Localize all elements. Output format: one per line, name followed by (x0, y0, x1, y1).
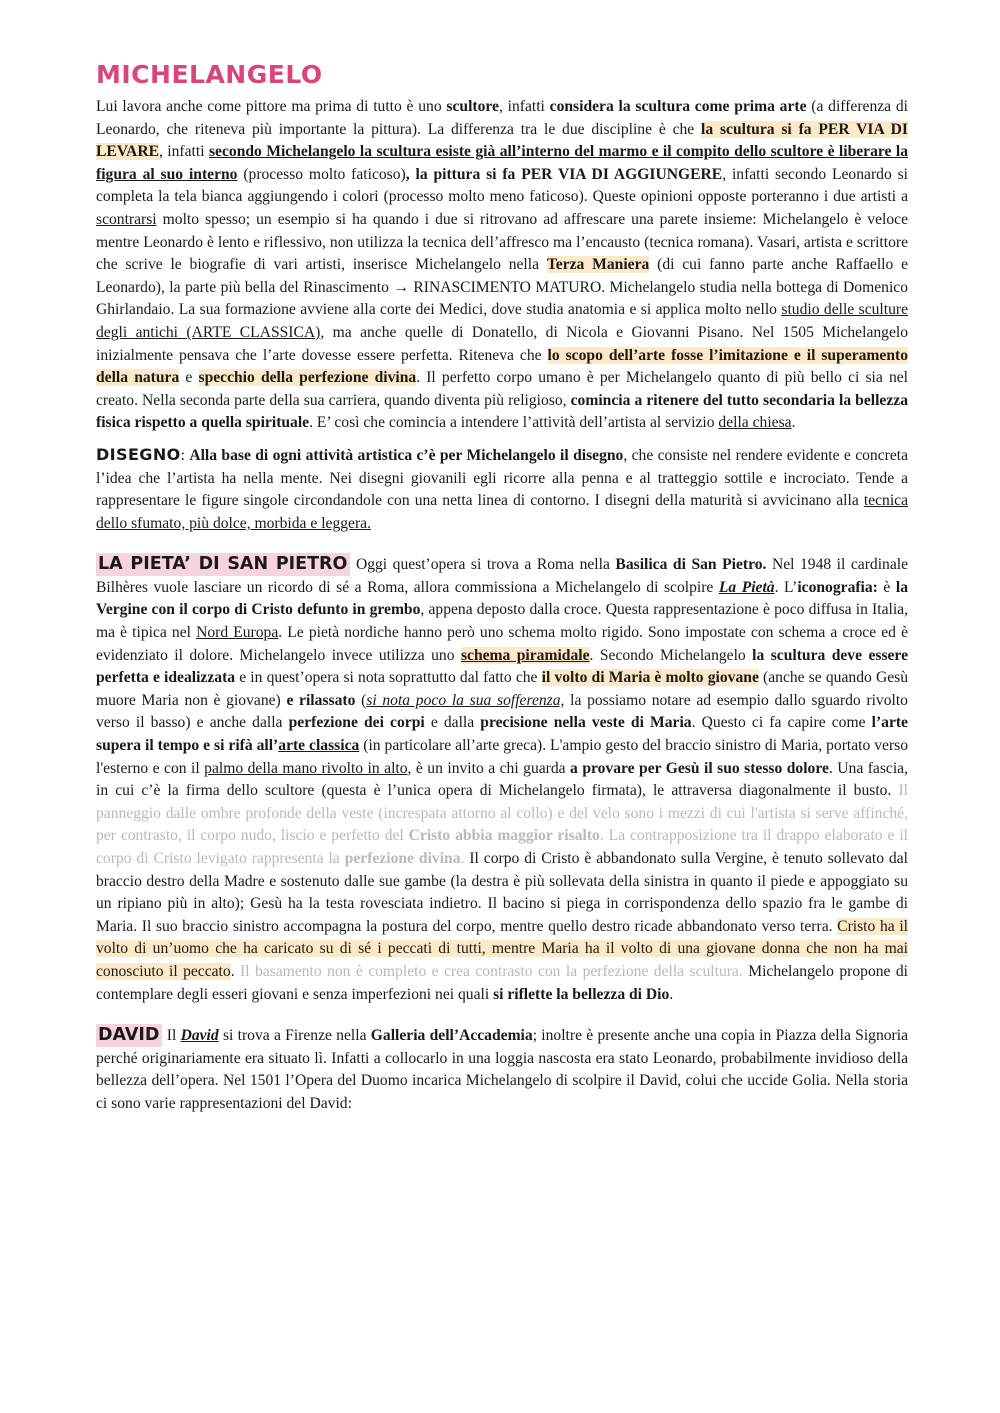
text-run: molto spesso; un esempio si ha quando i due si ritrovano ad affrescare una parete insieme: Michelangelo è veloce mentre Leonardo è lento e riflessivo, non utilizza la tecnica dell’affresco ma l’encausto (tecnica romana). Vasari, artista e scrittore che scrive le biografie di vari artisti, inserisce Michelangelo nella (96, 210, 908, 274)
text-run: Lui lavora anche come pittore ma prima di tutto è uno (96, 98, 447, 115)
text-run: , ma anche quelle di Donatello, di Nicola e Giovanni Pisano. Nel 1505 Michelangelo inizialmente pensava che l’arte dovesse essere perfetta. Riteneva che (96, 323, 909, 364)
text-run: . Il perfetto corpo umano è per Michelangelo quanto di più bello ci sia nel creato. Nella seconda parte della sua carriera, quando diventa più religioso, (96, 369, 909, 409)
text-run: , appena deposto dalla croce. Questa rappresentazione è poco diffusa in Italia, ma è tipica nel (96, 601, 908, 642)
text-run: si trova a Firenze nella (218, 1027, 371, 1045)
text-run: Oggi quest’opera si trova a Roma nella (350, 556, 616, 574)
text-run: è (877, 578, 896, 596)
text-run: Il basamento non è completo e crea contrasto con la perfezione della scultura. (240, 962, 743, 980)
text-run: Il panneggio dalle ombre profonde della veste (increspata attorno al collo) e del velo sono i mezzi di cui l'artista si serve affinché, per contrasto, il corpo nudo, liscio e perfetto del (96, 782, 908, 845)
text-run: . Questo ci fa capire come (691, 714, 872, 732)
text-run: e in quest’opera si nota soprattutto dal fatto che (235, 669, 542, 687)
text-run: ; inoltre è presente anche una copia in Piazza della Signoria perché originariamente era situato lì. Infatti a collocarlo in una loggia nascosta era stato Leonardo, probabilmente invidioso della bellezza dell’opera. Nel 1501 l’Opera del Duomo incarica Michelangelo di scolpire il David, colui che uccide Golia. Nella storia ci sono varie rappresentazioni del David: (96, 1027, 908, 1112)
text-run: Galleria dell’Accademia (370, 1027, 533, 1045)
text-run: studio delle sculture degli antichi (ARTE CLASSICA) (96, 301, 908, 341)
text-run: scultore (446, 98, 499, 115)
text-run: . Una fascia, in cui c’è la firma dello scultore (questa è l’unica opera di Michelangelo firmata), le attraversa diagonalmente il busto. (96, 759, 908, 800)
text-run: si riflette la bellezza di Dio (493, 985, 670, 1003)
text-run: (di cui fanno parte anche Raffaello e Leonardo), la parte più bella del Rinascimento → RINASCIMENTO MATURO. Michelangelo studia nella bottega di Domenico Ghirlandaio. La sua formazione avviene alla corte dei Medici, dove studia anatomia e si applica molto nello (96, 256, 908, 319)
disegno-paragraph (96, 444, 908, 535)
pieta-text (96, 556, 908, 1002)
text-run: David (180, 1027, 219, 1045)
text-run: . E’ così che comincia a intendere l’attività dell’artista al servizio (309, 414, 719, 432)
text-run: La Pietà (718, 578, 775, 596)
text-run: (a differenza di Leonardo, che riteneva più importante la pittura). La differenza tra le due discipline è che (96, 98, 908, 138)
text-run: specchio della perfezione divina (198, 369, 417, 387)
text-run: . L’ (774, 578, 798, 596)
text-run: . Secondo Michelangelo (589, 646, 753, 664)
text-run: , infatti (158, 143, 209, 161)
text-run: secondo Michelangelo la scultura esiste già all’interno del marmo e il compito dello scultore è liberare la figura al suo interno (96, 143, 909, 183)
text-run: , la pittura si fa PER VIA DI AGGIUNGERE (405, 165, 723, 183)
text-run: ( (355, 691, 367, 709)
text-run: (anche se quando Gesù muore Maria non è giovane) (96, 669, 908, 709)
text-run: , infatti (498, 98, 550, 115)
text-run: e dalla (424, 714, 481, 732)
text-run: (processo molto faticoso) (237, 165, 406, 183)
text-run: Alla base di ogni attività artistica c’è per Michelangelo il disegno (189, 446, 624, 464)
text-run: . Le pietà nordiche hanno però uno schema molto rigido. Sono impostate con schema a croce ed è evidenziato il dolore. Michelangelo invece utilizza uno (96, 624, 908, 664)
text-run: Nord Europa (196, 624, 279, 642)
text-run: Cristo ha il volto di un’uomo che ha caricato su di sé i peccati di tutti, mentre Maria ha il volto di una giovane donna che non ha mai conosciuto il peccato (96, 917, 908, 980)
text-run: tecnica dello sfumato, più dolce, morbida e leggera. (96, 492, 908, 532)
text-run: la Vergine con il corpo di Cristo defunto in grembo (96, 578, 909, 619)
text-run: : (180, 446, 190, 464)
text-run: Il corpo di Cristo è abbandonato sulla Vergine, è tenuto sollevato dal braccio destro della Madre e sostenuto dalle sue gambe (la destra è più sollevata della sinistra in quanto il piede e appoggiato su un ripiano più in alto); Gesù ha la testa rovesciata indietro. Il bacino si piega in corrispondenza dello spazio fra le gambe di Maria. Il suo braccio sinistro accompagna la postura del corpo, mentre quello destro ricade abbandonato verso terra. (96, 850, 908, 935)
text-run: , infatti secondo Leonardo si completa la tela bianca aggiungendo i colori (processo molto meno faticoso). Queste opinioni opposte porteranno i due artisti a (96, 165, 908, 206)
text-run: schema piramidale (460, 646, 590, 664)
intro-paragraph (96, 96, 908, 435)
disegno-heading: DISEGNO (96, 444, 181, 464)
text-run: Terza Maniera (546, 256, 650, 274)
text-run: e rilassato (286, 691, 356, 709)
text-run: si nota poco la sua sofferenza, (366, 691, 565, 709)
text-run: Basilica di San Pietro. (615, 556, 767, 574)
document-page (96, 58, 908, 1116)
text-run: arte classica (278, 737, 360, 755)
text-run: la possiamo notare ad esempio dallo sguardo rivolto verso il basso) e anche dalla (96, 691, 908, 732)
text-run: . (791, 414, 796, 432)
text-run: Cristo abbia maggior risalto (408, 827, 600, 845)
text-run: comincia a ritenere del tutto secondaria la bellezza fisica rispetto a quella spirituale (96, 391, 908, 432)
text-run: perfezione divina (344, 850, 461, 867)
david-heading: DAVID (96, 1024, 162, 1047)
text-run: considera la scultura come prima arte (549, 98, 807, 115)
text-run: , è un invito a chi guarda (407, 759, 571, 777)
text-run: a provare per Gesù il suo stesso dolore (570, 759, 829, 777)
text-run: della chiesa (718, 414, 792, 432)
text-run: l’arte supera il tempo e si rifà all’ (96, 714, 908, 755)
text-run: lo scopo dell’arte fosse l’imitazione e il superamento della natura (96, 346, 908, 387)
text-run: . (669, 985, 674, 1003)
text-run: e (179, 369, 199, 387)
text-run: il volto di Maria è molto giovane (541, 669, 759, 687)
pieta-heading: LA PIETA’ DI SAN PIETRO (96, 553, 350, 576)
pieta-paragraph (96, 553, 908, 1006)
text-run: . La contrapposizione tra il drappo elaborato e il corpo di Cristo levigato rappresenta la (96, 827, 908, 867)
text-run: . (460, 850, 465, 867)
disegno-text (96, 444, 908, 532)
text-run: , che consiste nel rendere evidente e concreta l’idea che l’artista ha nella mente. Nei disegni giovanili egli ricorre alla penna e al tratteggio sottile e incrociato. Tende a rappresentare le figure singole circondandole con una netta linea di contorno. I disegni della maturità si avvicinano alla (96, 446, 908, 510)
text-run: la scultura si fa PER VIA DI LEVARE (96, 120, 908, 161)
text-run: perfezione dei corpi (288, 714, 425, 732)
text-run: iconografia: (797, 578, 878, 596)
text-run: precisione nella veste di Maria (480, 714, 692, 732)
david-text (96, 1027, 908, 1112)
text-run: Il (162, 1027, 181, 1045)
david-paragraph (96, 1024, 908, 1115)
text-run: Nel 1948 il cardinale Bilhères vuole lasciare un ricordo di sé a Roma, allora commissiona a Michelangelo di scolpire (96, 556, 908, 596)
text-run: palmo della mano rivolto in alto (204, 759, 408, 777)
text-run: scontrarsi (96, 210, 157, 228)
text-run: la scultura deve essere perfetta e idealizzata (96, 646, 908, 687)
page-title: MICHELANGELO (96, 60, 323, 89)
text-run: (in particolare all’arte greca). L'ampio gesto del braccio sinistro di Maria, portato verso l'esterno e con il (96, 737, 909, 777)
text-run: . (230, 962, 241, 980)
text-run: Michelangelo propone di contemplare degli esseri giovani e senza imperfezioni nei quali (96, 962, 909, 1003)
